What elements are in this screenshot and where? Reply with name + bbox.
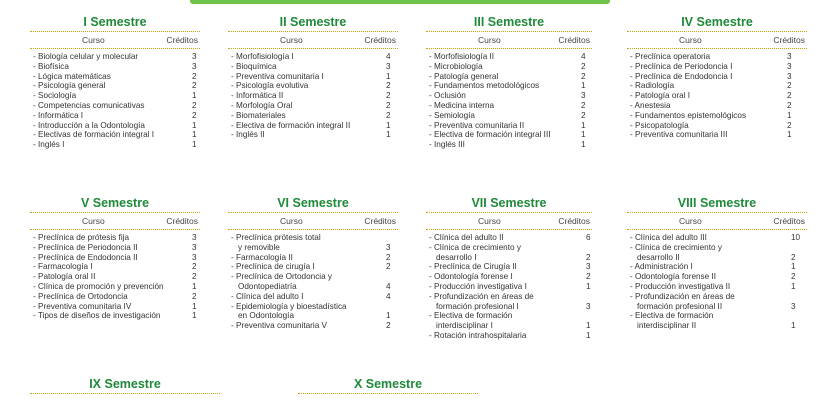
course-row bbox=[627, 62, 807, 72]
course-row bbox=[426, 311, 592, 331]
course-list bbox=[30, 52, 200, 150]
course-row bbox=[426, 243, 592, 263]
table-header bbox=[426, 215, 592, 229]
course-name: - Biomateriales bbox=[231, 110, 286, 120]
header-divider bbox=[30, 229, 200, 230]
course-name-continued: interdisciplinar I bbox=[436, 321, 493, 331]
table-header bbox=[228, 215, 398, 229]
course-row bbox=[627, 130, 807, 140]
course-credits: 2 bbox=[787, 100, 792, 110]
course-name: - Electiva de formación integral III bbox=[429, 130, 551, 140]
title-divider bbox=[30, 31, 200, 32]
course-row bbox=[426, 52, 592, 62]
course-row bbox=[627, 52, 807, 62]
course-credits: 3 bbox=[386, 242, 391, 252]
header-divider bbox=[228, 48, 398, 49]
course-list bbox=[627, 52, 807, 140]
course-name: - Electiva de formación bbox=[429, 311, 513, 321]
semester-title: III Semestre bbox=[473, 15, 545, 29]
course-row bbox=[228, 121, 398, 131]
course-name: - Bioquímica bbox=[231, 61, 277, 71]
course-name: - Anestesia bbox=[630, 100, 671, 110]
course-row bbox=[627, 101, 807, 111]
course-credits: 10 bbox=[791, 233, 801, 242]
table-header bbox=[30, 215, 200, 229]
course-list bbox=[228, 52, 398, 140]
course-row bbox=[30, 121, 200, 131]
course-name: - Farmacología I bbox=[33, 262, 93, 272]
course-row bbox=[30, 272, 200, 282]
course-name: - Oclusión bbox=[429, 91, 466, 101]
course-row bbox=[30, 111, 200, 121]
course-credits: 1 bbox=[581, 81, 586, 91]
course-credits: 3 bbox=[192, 52, 197, 61]
course-name: - Tipos de diseños de investigación bbox=[33, 311, 161, 321]
semester-title: IX Semestre bbox=[89, 377, 161, 391]
course-credits: 1 bbox=[787, 110, 792, 120]
course-name: - Inglés I bbox=[33, 140, 65, 150]
course-credits: 6 bbox=[586, 233, 591, 242]
column-header-course: Curso bbox=[82, 35, 105, 45]
course-credits: 1 bbox=[192, 120, 197, 130]
course-row bbox=[228, 91, 398, 101]
column-header-credits: Créditos bbox=[364, 216, 396, 226]
course-credits: 2 bbox=[791, 252, 796, 262]
course-credits: 2 bbox=[386, 100, 391, 110]
header-divider bbox=[426, 48, 592, 49]
course-row bbox=[426, 140, 592, 150]
course-credits: 3 bbox=[192, 242, 197, 252]
course-credits: 2 bbox=[386, 262, 391, 272]
course-credits: 1 bbox=[581, 130, 586, 140]
semester-title: I Semestre bbox=[83, 15, 147, 29]
course-name: - Fundamentos epistemológicos bbox=[630, 110, 747, 120]
column-header-course: Curso bbox=[679, 35, 702, 45]
title-divider bbox=[627, 212, 807, 213]
course-name: - Morfofisiología I bbox=[231, 52, 294, 61]
course-name: - Medicina interna bbox=[429, 100, 495, 110]
course-credits: 1 bbox=[791, 262, 796, 272]
course-credits: 3 bbox=[192, 252, 197, 262]
header-divider bbox=[228, 229, 398, 230]
course-name: - Preventiva comunitaria I bbox=[231, 71, 324, 81]
column-header-credits: Créditos bbox=[773, 216, 805, 226]
course-row bbox=[426, 130, 592, 140]
semester-title: II Semestre bbox=[279, 15, 347, 29]
column-header-course: Curso bbox=[478, 216, 501, 226]
course-row bbox=[627, 243, 807, 263]
course-row bbox=[228, 62, 398, 72]
course-row bbox=[30, 101, 200, 111]
course-name: - Lógica matemáticas bbox=[33, 71, 111, 81]
course-row bbox=[30, 72, 200, 82]
course-row bbox=[228, 52, 398, 62]
course-credits: 2 bbox=[787, 81, 792, 91]
course-row bbox=[30, 130, 200, 140]
course-list bbox=[627, 233, 807, 331]
course-credits: 3 bbox=[791, 301, 796, 311]
course-name: - Preclínica operatoria bbox=[630, 52, 711, 61]
course-list bbox=[426, 233, 592, 341]
course-name: - Radiología bbox=[630, 81, 675, 91]
course-row bbox=[30, 81, 200, 91]
course-name: - Morfofisiología II bbox=[429, 52, 495, 61]
column-header-credits: Créditos bbox=[166, 35, 198, 45]
course-row bbox=[627, 262, 807, 272]
course-credits: 4 bbox=[386, 52, 391, 61]
course-name: - Sociología bbox=[33, 91, 77, 101]
course-credits: 3 bbox=[586, 301, 591, 311]
course-name: - Preclínica de cirugía I bbox=[231, 262, 315, 272]
course-credits: 1 bbox=[192, 140, 197, 150]
course-credits: 2 bbox=[192, 81, 197, 91]
course-credits: 1 bbox=[791, 281, 796, 291]
semester-block bbox=[298, 376, 478, 394]
course-credits: 3 bbox=[787, 61, 792, 71]
title-divider bbox=[30, 212, 200, 213]
semester-block bbox=[627, 195, 807, 331]
course-row bbox=[627, 111, 807, 121]
course-credits: 2 bbox=[581, 110, 586, 120]
course-name: - Preclínica de Ortodoncia y bbox=[231, 272, 333, 282]
semester-title: X Semestre bbox=[353, 377, 423, 391]
table-header bbox=[426, 34, 592, 48]
course-name: - Informática II bbox=[231, 91, 284, 101]
course-credits: 2 bbox=[192, 291, 197, 301]
course-row bbox=[30, 91, 200, 101]
course-credits: 4 bbox=[386, 291, 391, 301]
column-header-credits: Créditos bbox=[364, 35, 396, 45]
course-name: - Psicopatología bbox=[630, 120, 689, 130]
course-credits: 2 bbox=[386, 252, 391, 262]
course-credits: 1 bbox=[586, 281, 591, 291]
course-name: - Preclínica de Endodoncia II bbox=[33, 252, 138, 262]
semester-title: VI Semestre bbox=[277, 196, 349, 210]
course-credits: 2 bbox=[581, 61, 586, 71]
course-credits: 1 bbox=[581, 140, 586, 150]
course-name: - Preclínica de Ortodoncia bbox=[33, 291, 128, 301]
course-credits: 2 bbox=[192, 71, 197, 81]
course-row bbox=[627, 282, 807, 292]
course-row bbox=[30, 282, 200, 292]
course-name: - Electivas de formación integral I bbox=[33, 130, 155, 140]
course-credits: 2 bbox=[791, 272, 796, 282]
course-name: - Preventiva comunitaria III bbox=[630, 130, 728, 140]
course-row bbox=[228, 101, 398, 111]
course-row bbox=[228, 302, 398, 322]
course-credits: 1 bbox=[386, 130, 391, 140]
course-row bbox=[30, 62, 200, 72]
course-name: - Biología celular y molecular bbox=[33, 52, 139, 61]
title-divider bbox=[426, 31, 592, 32]
table-header bbox=[627, 215, 807, 229]
course-list bbox=[426, 52, 592, 150]
course-credits: 2 bbox=[192, 110, 197, 120]
course-name: - Psicología general bbox=[33, 81, 106, 91]
course-name: - Profundización en áreas de bbox=[630, 291, 735, 301]
course-name: - Preclínica de Endodoncia I bbox=[630, 71, 733, 81]
course-row bbox=[228, 130, 398, 140]
table-header bbox=[228, 34, 398, 48]
course-credits: 1 bbox=[192, 301, 197, 311]
table-header bbox=[30, 34, 200, 48]
course-name: - Fundamentos metodológicos bbox=[429, 81, 540, 91]
course-row bbox=[228, 321, 398, 331]
course-row bbox=[426, 331, 592, 341]
course-row bbox=[30, 262, 200, 272]
course-credits: 2 bbox=[192, 100, 197, 110]
course-name: - Preclínica de Cirugía II bbox=[429, 262, 517, 272]
course-name: - Clínica de crecimiento y bbox=[630, 242, 722, 252]
title-divider bbox=[426, 212, 592, 213]
course-row bbox=[30, 253, 200, 263]
course-name-continued: en Odontología bbox=[238, 311, 294, 321]
course-row bbox=[627, 292, 807, 312]
course-name: - Preventiva comunitaria IV bbox=[33, 301, 132, 311]
course-name: - Rotación intrahospitalaria bbox=[429, 330, 527, 340]
header-divider bbox=[627, 229, 807, 230]
course-row bbox=[228, 81, 398, 91]
course-name: - Introducción a la Odontología bbox=[33, 120, 145, 130]
course-list bbox=[228, 233, 398, 331]
course-name: - Psicología evolutiva bbox=[231, 81, 309, 91]
course-row bbox=[228, 72, 398, 82]
course-name-continued: interdisciplinar II bbox=[637, 321, 697, 331]
course-credits: 2 bbox=[586, 272, 591, 282]
course-credits: 3 bbox=[192, 233, 197, 242]
course-name: - Clínica del adulto I bbox=[231, 291, 304, 301]
course-credits: 2 bbox=[386, 110, 391, 120]
course-credits: 1 bbox=[192, 311, 197, 321]
course-credits: 2 bbox=[581, 71, 586, 81]
course-name-continued: desarrollo I bbox=[436, 252, 477, 262]
course-list bbox=[30, 233, 200, 321]
course-name: - Inglés III bbox=[429, 140, 465, 150]
course-row bbox=[30, 302, 200, 312]
semester-title: V Semestre bbox=[80, 196, 150, 210]
course-credits: 3 bbox=[386, 61, 391, 71]
course-row bbox=[426, 292, 592, 312]
title-divider bbox=[30, 393, 220, 394]
course-name: - Preventiva comunitaria II bbox=[429, 120, 525, 130]
semester-block bbox=[30, 14, 200, 150]
course-name-continued: desarrollo II bbox=[637, 252, 680, 262]
semester-block bbox=[228, 14, 398, 140]
course-name: - Clínica de promoción y prevención bbox=[33, 281, 164, 291]
course-row bbox=[228, 111, 398, 121]
course-name: - Profundización en áreas de bbox=[429, 291, 534, 301]
column-header-course: Curso bbox=[280, 216, 303, 226]
course-credits: 2 bbox=[787, 120, 792, 130]
course-row bbox=[30, 52, 200, 62]
course-credits: 2 bbox=[192, 262, 197, 272]
course-name: - Preclínica prótesis total bbox=[231, 233, 321, 242]
course-name: - Biofísica bbox=[33, 61, 69, 71]
course-row bbox=[627, 81, 807, 91]
course-credits: 3 bbox=[581, 91, 586, 101]
semester-title: IV Semestre bbox=[681, 15, 753, 29]
course-row bbox=[426, 62, 592, 72]
course-name: - Patología general bbox=[429, 71, 499, 81]
course-name: - Inglés II bbox=[231, 130, 265, 140]
course-row bbox=[426, 91, 592, 101]
title-divider bbox=[627, 31, 807, 32]
course-name: - Patología oral II bbox=[33, 272, 96, 282]
course-row bbox=[426, 282, 592, 292]
header-divider bbox=[426, 229, 592, 230]
course-credits: 1 bbox=[586, 330, 591, 340]
course-credits: 1 bbox=[386, 120, 391, 130]
course-name: - Semiología bbox=[429, 110, 475, 120]
semester-title: VII Semestre bbox=[471, 196, 547, 210]
course-credits: 2 bbox=[586, 252, 591, 262]
course-credits: 3 bbox=[192, 61, 197, 71]
course-credits: 1 bbox=[192, 91, 197, 101]
course-credits: 4 bbox=[386, 281, 391, 291]
course-row bbox=[30, 233, 200, 243]
course-row bbox=[228, 272, 398, 292]
course-row bbox=[426, 272, 592, 282]
course-name-continued: Odontopediatría bbox=[238, 281, 297, 291]
column-header-course: Curso bbox=[679, 216, 702, 226]
semester-block bbox=[30, 376, 220, 394]
course-name: - Preclínica de Periodoncia II bbox=[33, 242, 138, 252]
course-row bbox=[426, 81, 592, 91]
column-header-credits: Créditos bbox=[558, 216, 590, 226]
course-name: - Microbiología bbox=[429, 61, 483, 71]
course-row bbox=[426, 72, 592, 82]
title-divider bbox=[228, 212, 398, 213]
top-accent-bar bbox=[190, 0, 610, 4]
course-row bbox=[426, 111, 592, 121]
course-row bbox=[30, 311, 200, 321]
course-row bbox=[30, 292, 200, 302]
course-credits: 3 bbox=[787, 71, 792, 81]
course-row bbox=[627, 233, 807, 243]
course-name: - Preclínica de Periodoncia I bbox=[630, 61, 733, 71]
semester-title: VIII Semestre bbox=[677, 196, 757, 210]
course-row bbox=[426, 101, 592, 111]
course-credits: 1 bbox=[386, 311, 391, 321]
course-name-continued: y removible bbox=[238, 242, 280, 252]
course-row bbox=[426, 262, 592, 272]
column-header-course: Curso bbox=[82, 216, 105, 226]
course-row bbox=[228, 262, 398, 272]
course-credits: 2 bbox=[581, 100, 586, 110]
course-credits: 1 bbox=[586, 321, 591, 331]
course-row bbox=[228, 292, 398, 302]
course-name-continued: formación profesional II bbox=[637, 301, 723, 311]
course-name: - Odontología forense I bbox=[429, 272, 513, 282]
course-row bbox=[228, 253, 398, 263]
column-header-course: Curso bbox=[280, 35, 303, 45]
course-row bbox=[30, 243, 200, 253]
title-divider bbox=[298, 393, 478, 394]
course-credits: 2 bbox=[787, 91, 792, 101]
course-name: - Electiva de formación integral II bbox=[231, 120, 351, 130]
course-name: - Preventiva comunitaria V bbox=[231, 321, 328, 331]
semester-block bbox=[426, 14, 592, 150]
course-credits: 3 bbox=[586, 262, 591, 272]
course-name: - Electiva de formación bbox=[630, 311, 714, 321]
title-divider bbox=[228, 31, 398, 32]
column-header-course: Curso bbox=[478, 35, 501, 45]
column-header-credits: Créditos bbox=[166, 216, 198, 226]
course-row bbox=[627, 91, 807, 101]
course-name: - Producción investigativa I bbox=[429, 281, 527, 291]
course-row bbox=[627, 72, 807, 82]
column-header-credits: Créditos bbox=[773, 35, 805, 45]
header-divider bbox=[30, 48, 200, 49]
semester-block bbox=[426, 195, 592, 341]
course-name: - Epidemiología y bioestadística bbox=[231, 301, 347, 311]
course-name: - Producción investigativa II bbox=[630, 281, 731, 291]
table-header bbox=[627, 34, 807, 48]
course-credits: 1 bbox=[787, 130, 792, 140]
course-row bbox=[228, 233, 398, 253]
course-row bbox=[627, 121, 807, 131]
course-name: - Patología oral I bbox=[630, 91, 691, 101]
course-name: - Clínica de crecimiento y bbox=[429, 242, 521, 252]
course-name: - Morfología Oral bbox=[231, 100, 293, 110]
course-credits: 2 bbox=[192, 272, 197, 282]
column-header-credits: Créditos bbox=[558, 35, 590, 45]
course-credits: 3 bbox=[787, 52, 792, 61]
course-credits: 2 bbox=[386, 91, 391, 101]
course-name: - Odontología forense II bbox=[630, 272, 717, 282]
semester-block bbox=[627, 14, 807, 140]
course-row bbox=[426, 121, 592, 131]
course-credits: 1 bbox=[386, 71, 391, 81]
course-name: - Clínica del adulto II bbox=[429, 233, 504, 242]
course-credits: 2 bbox=[386, 81, 391, 91]
course-name: - Informática I bbox=[33, 110, 84, 120]
course-credits: 1 bbox=[791, 321, 796, 331]
course-name: - Farmacología II bbox=[231, 252, 293, 262]
course-name: - Preclínica de prótesis fija bbox=[33, 233, 130, 242]
course-name-continued: formación profesional I bbox=[436, 301, 519, 311]
semester-block bbox=[228, 195, 398, 331]
course-credits: 1 bbox=[581, 120, 586, 130]
course-row bbox=[30, 140, 200, 150]
course-credits: 2 bbox=[386, 321, 391, 331]
course-credits: 1 bbox=[192, 130, 197, 140]
header-divider bbox=[627, 48, 807, 49]
course-credits: 4 bbox=[581, 52, 586, 61]
course-name: - Administración I bbox=[630, 262, 693, 272]
course-row bbox=[627, 311, 807, 331]
course-name: - Competencias comunicativas bbox=[33, 100, 145, 110]
course-row bbox=[627, 272, 807, 282]
course-credits: 1 bbox=[192, 281, 197, 291]
course-row bbox=[426, 233, 592, 243]
semester-block bbox=[30, 195, 200, 321]
course-name: - Clínica del adulto III bbox=[630, 233, 707, 242]
